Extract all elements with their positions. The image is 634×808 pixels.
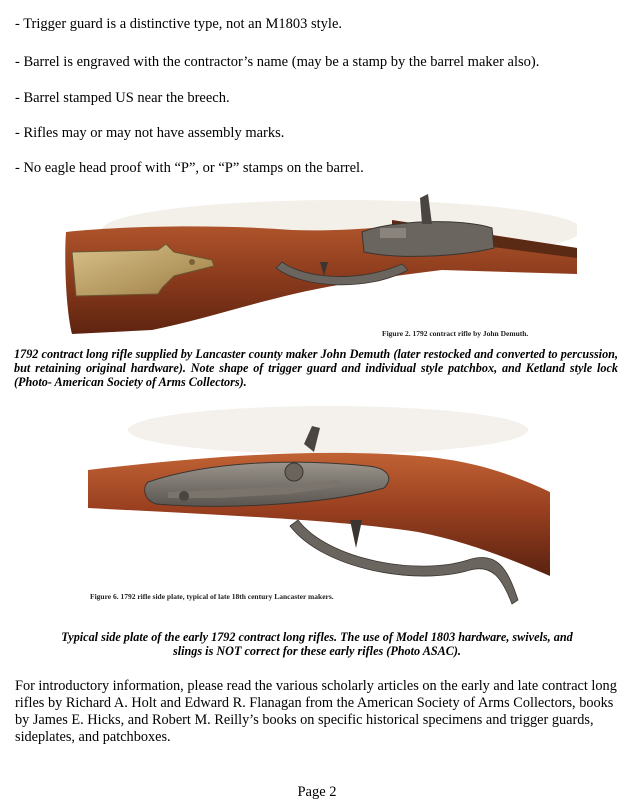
rifle-illustration-1 [62,190,577,340]
intro-paragraph: For introductory information, please read the various scholarly articles on the early and late contract long rifles by Richard A. Holt and Edward R. Flanagan from the American Society of Arms Collectors, books by James E. Hicks, and Robert M. Reilly’s books on specific historical specimens and trigger guards, sideplates, and patchboxes. [15,678,617,745]
figure-2-label: Figure 2. 1792 contract rifle by John Demuth. [382,329,529,338]
figure-6-caption: Typical side plate of the early 1792 contract long rifles. The use of Model 1803 hardware, swivels, and slings is NOT correct for these early rifles (Photo ASAC). [61,630,573,658]
bullet-barrel-stamped: - Barrel stamped US near the breech. [15,90,230,106]
rifle-photo-demuth [62,190,577,340]
bullet-assembly-marks: - Rifles may or may not have assembly marks. [15,125,285,141]
rifle-illustration-2 [88,400,550,612]
page-number: Page 2 [297,784,337,800]
bullet-eagle-proof: - No eagle head proof with “P”, or “P” stamps on the barrel. [15,160,364,176]
rifle-photo-sideplate [88,400,550,612]
bullet-barrel-engraved: - Barrel is engraved with the contractor’s name (may be a stamp by the barrel maker also). [15,54,540,70]
figure-6-label: Figure 6. 1792 rifle side plate, typical of late 18th century Lancaster makers. [90,592,334,601]
bullet-trigger-guard: - Trigger guard is a distinctive type, not an M1803 style. [15,16,343,32]
figure-2-caption: 1792 contract long rifle supplied by Lancaster county maker John Demuth (later restocked and converted to percussion, but retaining original hardware). Note shape of trigger guard and individual style patchbox, and Ketland style lock (Photo- American Society of Arms Collectors). [14,347,618,389]
